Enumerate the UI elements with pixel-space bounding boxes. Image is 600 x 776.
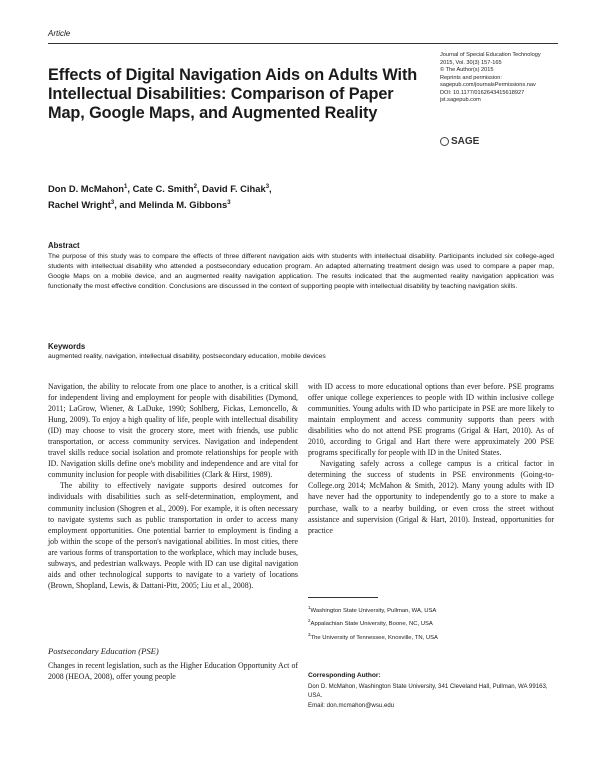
affiliation-item	[308, 603, 438, 616]
journal-info	[440, 52, 570, 105]
body-left-column-bottom	[48, 660, 298, 682]
corresponding-author-heading: Corresponding Author:	[308, 672, 381, 679]
author-affiliation-mark: 3	[227, 200, 231, 207]
affiliation-item	[308, 616, 438, 629]
body-paragraph: with ID access to more educational options than ever before. PSE programs offer unique college experiences to people with ID within inclusive college communities. Young adults with ID who participate in PSE are more likely to maintain employment and access community supports than peers with disabilities who do not attend PSE programs (Grigal & Hart, 2010). As of 2010, according to Grigal and Hart there were approximately 200 PSE programs specifically for people with ID in the United States.	[308, 382, 554, 458]
header-divider	[48, 43, 558, 44]
affiliation-number: 1	[308, 605, 311, 610]
author-affiliation-mark: 1	[124, 184, 128, 190]
affiliation-text: The University of Tennessee, Knoxville, TN, USA	[310, 634, 438, 641]
body-left-column	[48, 381, 298, 591]
author-separator: ,	[127, 183, 133, 195]
author-name: Cate C. Smith	[132, 183, 194, 195]
sage-logo-text: SAGE	[451, 136, 480, 147]
author-list	[48, 180, 448, 212]
affiliations	[308, 603, 438, 643]
keywords-heading: Keywords	[48, 342, 86, 351]
corresponding-author-details	[308, 682, 558, 710]
affiliation-item	[308, 630, 438, 643]
sage-logo-icon	[440, 137, 449, 146]
author-separator: ,	[269, 183, 272, 195]
corresponding-author-email: Email: don.mcmahon@wsu.edu	[308, 701, 395, 709]
author-name: Melinda M. Gibbons	[138, 199, 228, 211]
journal-info-line: Reprints and permission:	[440, 74, 502, 81]
body-right-column	[308, 381, 554, 536]
paper-title: Effects of Digital Navigation Aids on Adults With Intellectual Disabilities: Comparison of Paper Map, Google Maps, and Augmented Reality	[48, 66, 418, 122]
affiliation-number: 3	[308, 631, 311, 637]
author-name: Don D. McMahon	[48, 183, 125, 195]
journal-info-line: sagepub.com/journalsPermissions.nav	[440, 82, 536, 88]
affiliation-text: Washington State University, Pullman, WA, USA	[310, 607, 437, 614]
journal-info-line: DOI: 10.1177/0162643415618927	[440, 89, 525, 96]
article-type-label: Article	[48, 29, 71, 38]
author-name: David F. Cihak	[202, 183, 266, 195]
journal-info-line: 2015, Vol. 30(3) 157-165	[440, 59, 502, 66]
journal-info-line: Journal of Special Education Technology	[440, 52, 541, 58]
affiliation-number: 2	[308, 618, 311, 624]
affiliation-text: Appalachian State University, Boone, NC, USA	[310, 621, 433, 628]
abstract-text: The purpose of this study was to compare the effects of three different navigation aids with students with intellectual disability. Participants included six college-aged students with intellectual disability who attended a postsecondary education program. An adapted alternating treatment design was used to compare a paper map, Google Maps on a mobile device, and an augmented reality navigation application. The results indicated that the augmented reality navigation application was functionally the most effective condition. Conclusions are discussed in the context of supporting people with intellectual disability by teaching navigation skills.	[48, 253, 554, 291]
author-affiliation-mark: 2	[193, 184, 197, 190]
author-name: Rachel Wright	[48, 199, 111, 211]
abstract-heading: Abstract	[48, 241, 80, 250]
sage-logo	[440, 136, 479, 147]
body-paragraph: Navigation, the ability to relocate from one place to another, is a critical skill for independent living and employment for people with disabilities (Dymond, 2011; LaGrow, Wiener, & LaDuke, 1990; Sohlberg, Fickas, Lemoncello, & Hung, 2009). To enjoy a high quality of life, people with intellectual disability (ID) may choose to visit the grocery store, meet with friends, use public transportation, or access community services. Navigation and independent travel skills reduce social isolation and promote relationships for people with ID. Navigation skills define one's mobility and independence and are vital for community inclusion for people with disabilities (Clark & Hirst, 1989).	[48, 382, 298, 480]
section-heading-pse: Postsecondary Education (PSE)	[48, 646, 159, 656]
journal-info-line: © The Author(s) 2015	[440, 67, 494, 73]
author-separator: , and	[114, 199, 139, 211]
body-paragraph: Changes in recent legislation, such as the Higher Education Opportunity Act of 2008 (HEOA, 2008), offer young people	[48, 661, 298, 682]
body-paragraph: Navigating safely across a college campus is a critical factor in determining the success of students in PSE environments (Going-to-College.org 2014; McMahon & Smith, 2012). Many young adults with ID have never had the opportunity to independently go to a store to make a purchase, walk to a nearby building, or even cross the street without assistance and supervision (Grigal & Hart, 2010). Instead, opportunities for practice	[308, 459, 554, 535]
footnote-divider	[308, 597, 378, 598]
body-paragraph: The ability to effectively navigate supports desired outcomes for individuals with disabilities such as self-determination, employment, and community inclusion (Shogren et al., 2009). For example, it is often necessary to navigate systems such as public transportation in order to access many employment opportunities. One potential barrier to employment is finding a job within the scope of the person's navigational abilities. In most cities, there are various forms of transportation to the workplace, which may include buses, subways, and pedestrian walkways. People with ID can use digital navigation aids and other technological supports to navigate to a variety of locations (Brown, Shopland, Lewis, & Dattani-Pitt, 2005; Liu et al., 2008).	[48, 481, 298, 590]
author-separator: ,	[196, 183, 203, 195]
keywords-text: augmented reality, navigation, intellectual disability, postsecondary education, mobile devices	[48, 353, 326, 360]
author-affiliation-mark: 3	[110, 200, 115, 207]
corresponding-author-address: Don D. McMahon, Washington State University, 341 Cleveland Hall, Pullman, WA 99163, USA.	[308, 683, 548, 700]
journal-info-line: jst.sagepub.com	[440, 97, 481, 103]
author-affiliation-mark: 3	[265, 184, 270, 190]
